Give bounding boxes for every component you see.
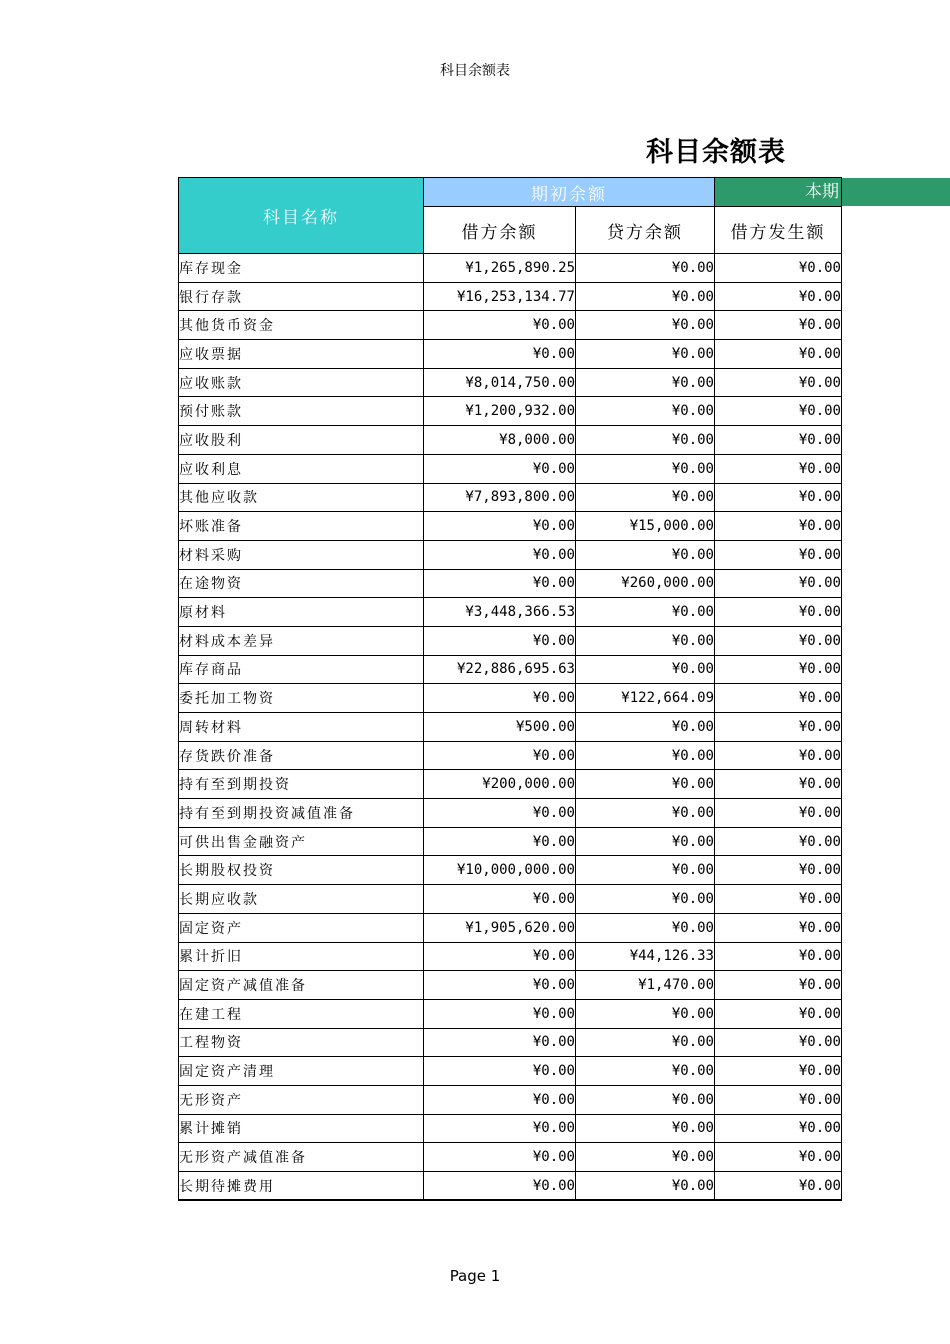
debit-balance-cell: ¥3,448,366.53 [424,598,576,627]
credit-balance-cell: ¥0.00 [576,741,715,770]
account-name-cell: 固定资产 [179,913,424,942]
credit-balance-cell: ¥0.00 [576,483,715,512]
current-debit-cell: ¥0.00 [715,999,842,1028]
table-row [179,598,842,627]
debit-balance-cell: ¥0.00 [424,454,576,483]
account-name-cell: 在建工程 [179,999,424,1028]
table-row [179,540,842,569]
debit-balance-cell: ¥8,014,750.00 [424,368,576,397]
account-name-cell: 长期股权投资 [179,856,424,885]
credit-balance-cell: ¥0.00 [576,540,715,569]
credit-balance-cell: ¥0.00 [576,856,715,885]
debit-balance-cell: ¥0.00 [424,569,576,598]
debit-balance-cell: ¥200,000.00 [424,770,576,799]
debit-balance-cell: ¥1,200,932.00 [424,397,576,426]
table-row [179,1057,842,1086]
current-debit-cell: ¥0.00 [715,569,842,598]
credit-balance-cell: ¥0.00 [576,340,715,369]
debit-balance-cell: ¥0.00 [424,1114,576,1143]
table-row [179,913,842,942]
current-debit-cell: ¥0.00 [715,311,842,340]
current-debit-cell: ¥0.00 [715,340,842,369]
table-row [179,999,842,1028]
credit-balance-cell: ¥122,664.09 [576,684,715,713]
debit-balance-cell: ¥0.00 [424,1172,576,1201]
credit-balance-cell: ¥0.00 [576,598,715,627]
account-name-cell: 银行存款 [179,282,424,311]
account-name-cell: 应收利息 [179,454,424,483]
credit-balance-cell: ¥1,470.00 [576,971,715,1000]
account-name-cell: 材料成本差异 [179,626,424,655]
debit-balance-cell: ¥0.00 [424,827,576,856]
page-footer: Page 1 [449,1267,501,1285]
credit-balance-cell: ¥0.00 [576,1085,715,1114]
debit-balance-cell: ¥500.00 [424,713,576,742]
table-row [179,1143,842,1172]
current-debit-cell: ¥0.00 [715,856,842,885]
debit-balance-cell: ¥0.00 [424,626,576,655]
table-row [179,1085,842,1114]
header-credit-balance: 贷方余额 [576,207,715,254]
credit-balance-cell: ¥0.00 [576,397,715,426]
debit-balance-cell: ¥0.00 [424,1085,576,1114]
current-debit-cell: ¥0.00 [715,655,842,684]
debit-balance-cell: ¥0.00 [424,512,576,541]
table-row [179,770,842,799]
table-row [179,254,842,283]
account-name-cell: 固定资产清理 [179,1057,424,1086]
debit-balance-cell: ¥0.00 [424,971,576,1000]
current-period-header: 本期 [805,182,839,202]
current-debit-cell: ¥0.00 [715,942,842,971]
account-name-cell: 库存现金 [179,254,424,283]
account-name-cell: 工程物资 [179,1028,424,1057]
table-row [179,426,842,455]
table-row [179,1172,842,1201]
current-debit-cell: ¥0.00 [715,1114,842,1143]
credit-balance-cell: ¥0.00 [576,626,715,655]
current-debit-cell: ¥0.00 [715,885,842,914]
account-name-cell: 长期应收款 [179,885,424,914]
credit-balance-cell: ¥0.00 [576,713,715,742]
credit-balance-cell: ¥0.00 [576,799,715,828]
account-name-cell: 其他应收款 [179,483,424,512]
debit-balance-cell: ¥22,886,695.63 [424,655,576,684]
account-name-cell: 持有至到期投资减值准备 [179,799,424,828]
current-debit-cell: ¥0.00 [715,684,842,713]
header-debit-balance: 借方余额 [424,207,576,254]
header-account-name: 科目名称 [179,178,424,254]
current-debit-cell: ¥0.00 [715,454,842,483]
debit-balance-cell: ¥0.00 [424,340,576,369]
current-debit-cell: ¥0.00 [715,483,842,512]
account-name-cell: 库存商品 [179,655,424,684]
credit-balance-cell: ¥260,000.00 [576,569,715,598]
account-name-cell: 无形资产减值准备 [179,1143,424,1172]
credit-balance-cell: ¥0.00 [576,311,715,340]
account-name-cell: 材料采购 [179,540,424,569]
table-row [179,713,842,742]
credit-balance-cell: ¥0.00 [576,1143,715,1172]
table-row [179,942,842,971]
account-name-cell: 周转材料 [179,713,424,742]
table-row [179,311,842,340]
account-name-cell: 可供出售金融资产 [179,827,424,856]
page-header: 科目余额表 [440,63,510,79]
current-debit-cell: ¥0.00 [715,512,842,541]
table-row [179,684,842,713]
credit-balance-cell: ¥0.00 [576,1057,715,1086]
account-name-cell: 应收账款 [179,368,424,397]
debit-balance-cell: ¥0.00 [424,1143,576,1172]
table-row [179,512,842,541]
account-name-cell: 应收票据 [179,340,424,369]
table-row [179,569,842,598]
credit-balance-cell: ¥0.00 [576,770,715,799]
current-debit-cell: ¥0.00 [715,598,842,627]
table-row [179,340,842,369]
debit-balance-cell: ¥0.00 [424,1028,576,1057]
current-debit-cell: ¥0.00 [715,770,842,799]
sheet-title: 科目余额表 [646,137,786,168]
current-debit-cell: ¥0.00 [715,1143,842,1172]
credit-balance-cell: ¥0.00 [576,368,715,397]
current-debit-cell: ¥0.00 [715,282,842,311]
account-name-cell: 存货跌价准备 [179,741,424,770]
table-row [179,827,842,856]
credit-balance-cell: ¥0.00 [576,999,715,1028]
current-debit-cell: ¥0.00 [715,799,842,828]
table-row [179,885,842,914]
debit-balance-cell: ¥1,265,890.25 [424,254,576,283]
table-row [179,971,842,1000]
current-debit-cell: ¥0.00 [715,540,842,569]
table-row [179,282,842,311]
header-opening-balance: 期初余额 [424,178,715,207]
table-row [179,655,842,684]
debit-balance-cell: ¥8,000.00 [424,426,576,455]
current-debit-cell: ¥0.00 [715,368,842,397]
debit-balance-cell: ¥7,893,800.00 [424,483,576,512]
account-name-cell: 无形资产 [179,1085,424,1114]
account-name-cell: 其他货币资金 [179,311,424,340]
debit-balance-cell: ¥0.00 [424,684,576,713]
table-row [179,454,842,483]
table-row [179,368,842,397]
debit-balance-cell: ¥0.00 [424,799,576,828]
account-balance-table [178,177,842,1201]
debit-balance-cell: ¥0.00 [424,885,576,914]
table-row [179,741,842,770]
credit-balance-cell: ¥0.00 [576,655,715,684]
account-name-cell: 长期待摊费用 [179,1172,424,1201]
header-current-spacer [715,178,842,207]
table-row [179,483,842,512]
debit-balance-cell: ¥10,000,000.00 [424,856,576,885]
account-name-cell: 持有至到期投资 [179,770,424,799]
current-debit-cell: ¥0.00 [715,913,842,942]
credit-balance-cell: ¥0.00 [576,426,715,455]
debit-balance-cell: ¥16,253,134.77 [424,282,576,311]
debit-balance-cell: ¥0.00 [424,942,576,971]
current-debit-cell: ¥0.00 [715,741,842,770]
account-name-cell: 预付账款 [179,397,424,426]
current-debit-cell: ¥0.00 [715,827,842,856]
credit-balance-cell: ¥0.00 [576,885,715,914]
credit-balance-cell: ¥15,000.00 [576,512,715,541]
account-name-cell: 固定资产减值准备 [179,971,424,1000]
credit-balance-cell: ¥0.00 [576,282,715,311]
account-name-cell: 累计折旧 [179,942,424,971]
current-debit-cell: ¥0.00 [715,426,842,455]
credit-balance-cell: ¥0.00 [576,1172,715,1201]
debit-balance-cell: ¥0.00 [424,741,576,770]
current-debit-cell: ¥0.00 [715,397,842,426]
table-row [179,626,842,655]
current-debit-cell: ¥0.00 [715,1028,842,1057]
account-name-cell: 原材料 [179,598,424,627]
table-row [179,397,842,426]
table-row [179,1028,842,1057]
debit-balance-cell: ¥1,905,620.00 [424,913,576,942]
table-row [179,1114,842,1143]
account-name-cell: 在途物资 [179,569,424,598]
debit-balance-cell: ¥0.00 [424,1057,576,1086]
account-name-cell: 应收股利 [179,426,424,455]
account-name-cell: 委托加工物资 [179,684,424,713]
table-row [179,799,842,828]
credit-balance-cell: ¥0.00 [576,1028,715,1057]
header-debit-amount: 借方发生额 [715,207,842,254]
credit-balance-cell: ¥0.00 [576,1114,715,1143]
debit-balance-cell: ¥0.00 [424,540,576,569]
current-debit-cell: ¥0.00 [715,971,842,1000]
current-debit-cell: ¥0.00 [715,626,842,655]
debit-balance-cell: ¥0.00 [424,999,576,1028]
credit-balance-cell: ¥0.00 [576,827,715,856]
current-debit-cell: ¥0.00 [715,713,842,742]
credit-balance-cell: ¥0.00 [576,254,715,283]
current-debit-cell: ¥0.00 [715,1172,842,1201]
debit-balance-cell: ¥0.00 [424,311,576,340]
account-name-cell: 坏账准备 [179,512,424,541]
table-row [179,856,842,885]
credit-balance-cell: ¥0.00 [576,913,715,942]
credit-balance-cell: ¥0.00 [576,454,715,483]
table-body [179,254,842,1201]
current-debit-cell: ¥0.00 [715,1085,842,1114]
current-debit-cell: ¥0.00 [715,254,842,283]
account-name-cell: 累计摊销 [179,1114,424,1143]
current-debit-cell: ¥0.00 [715,1057,842,1086]
credit-balance-cell: ¥44,126.33 [576,942,715,971]
